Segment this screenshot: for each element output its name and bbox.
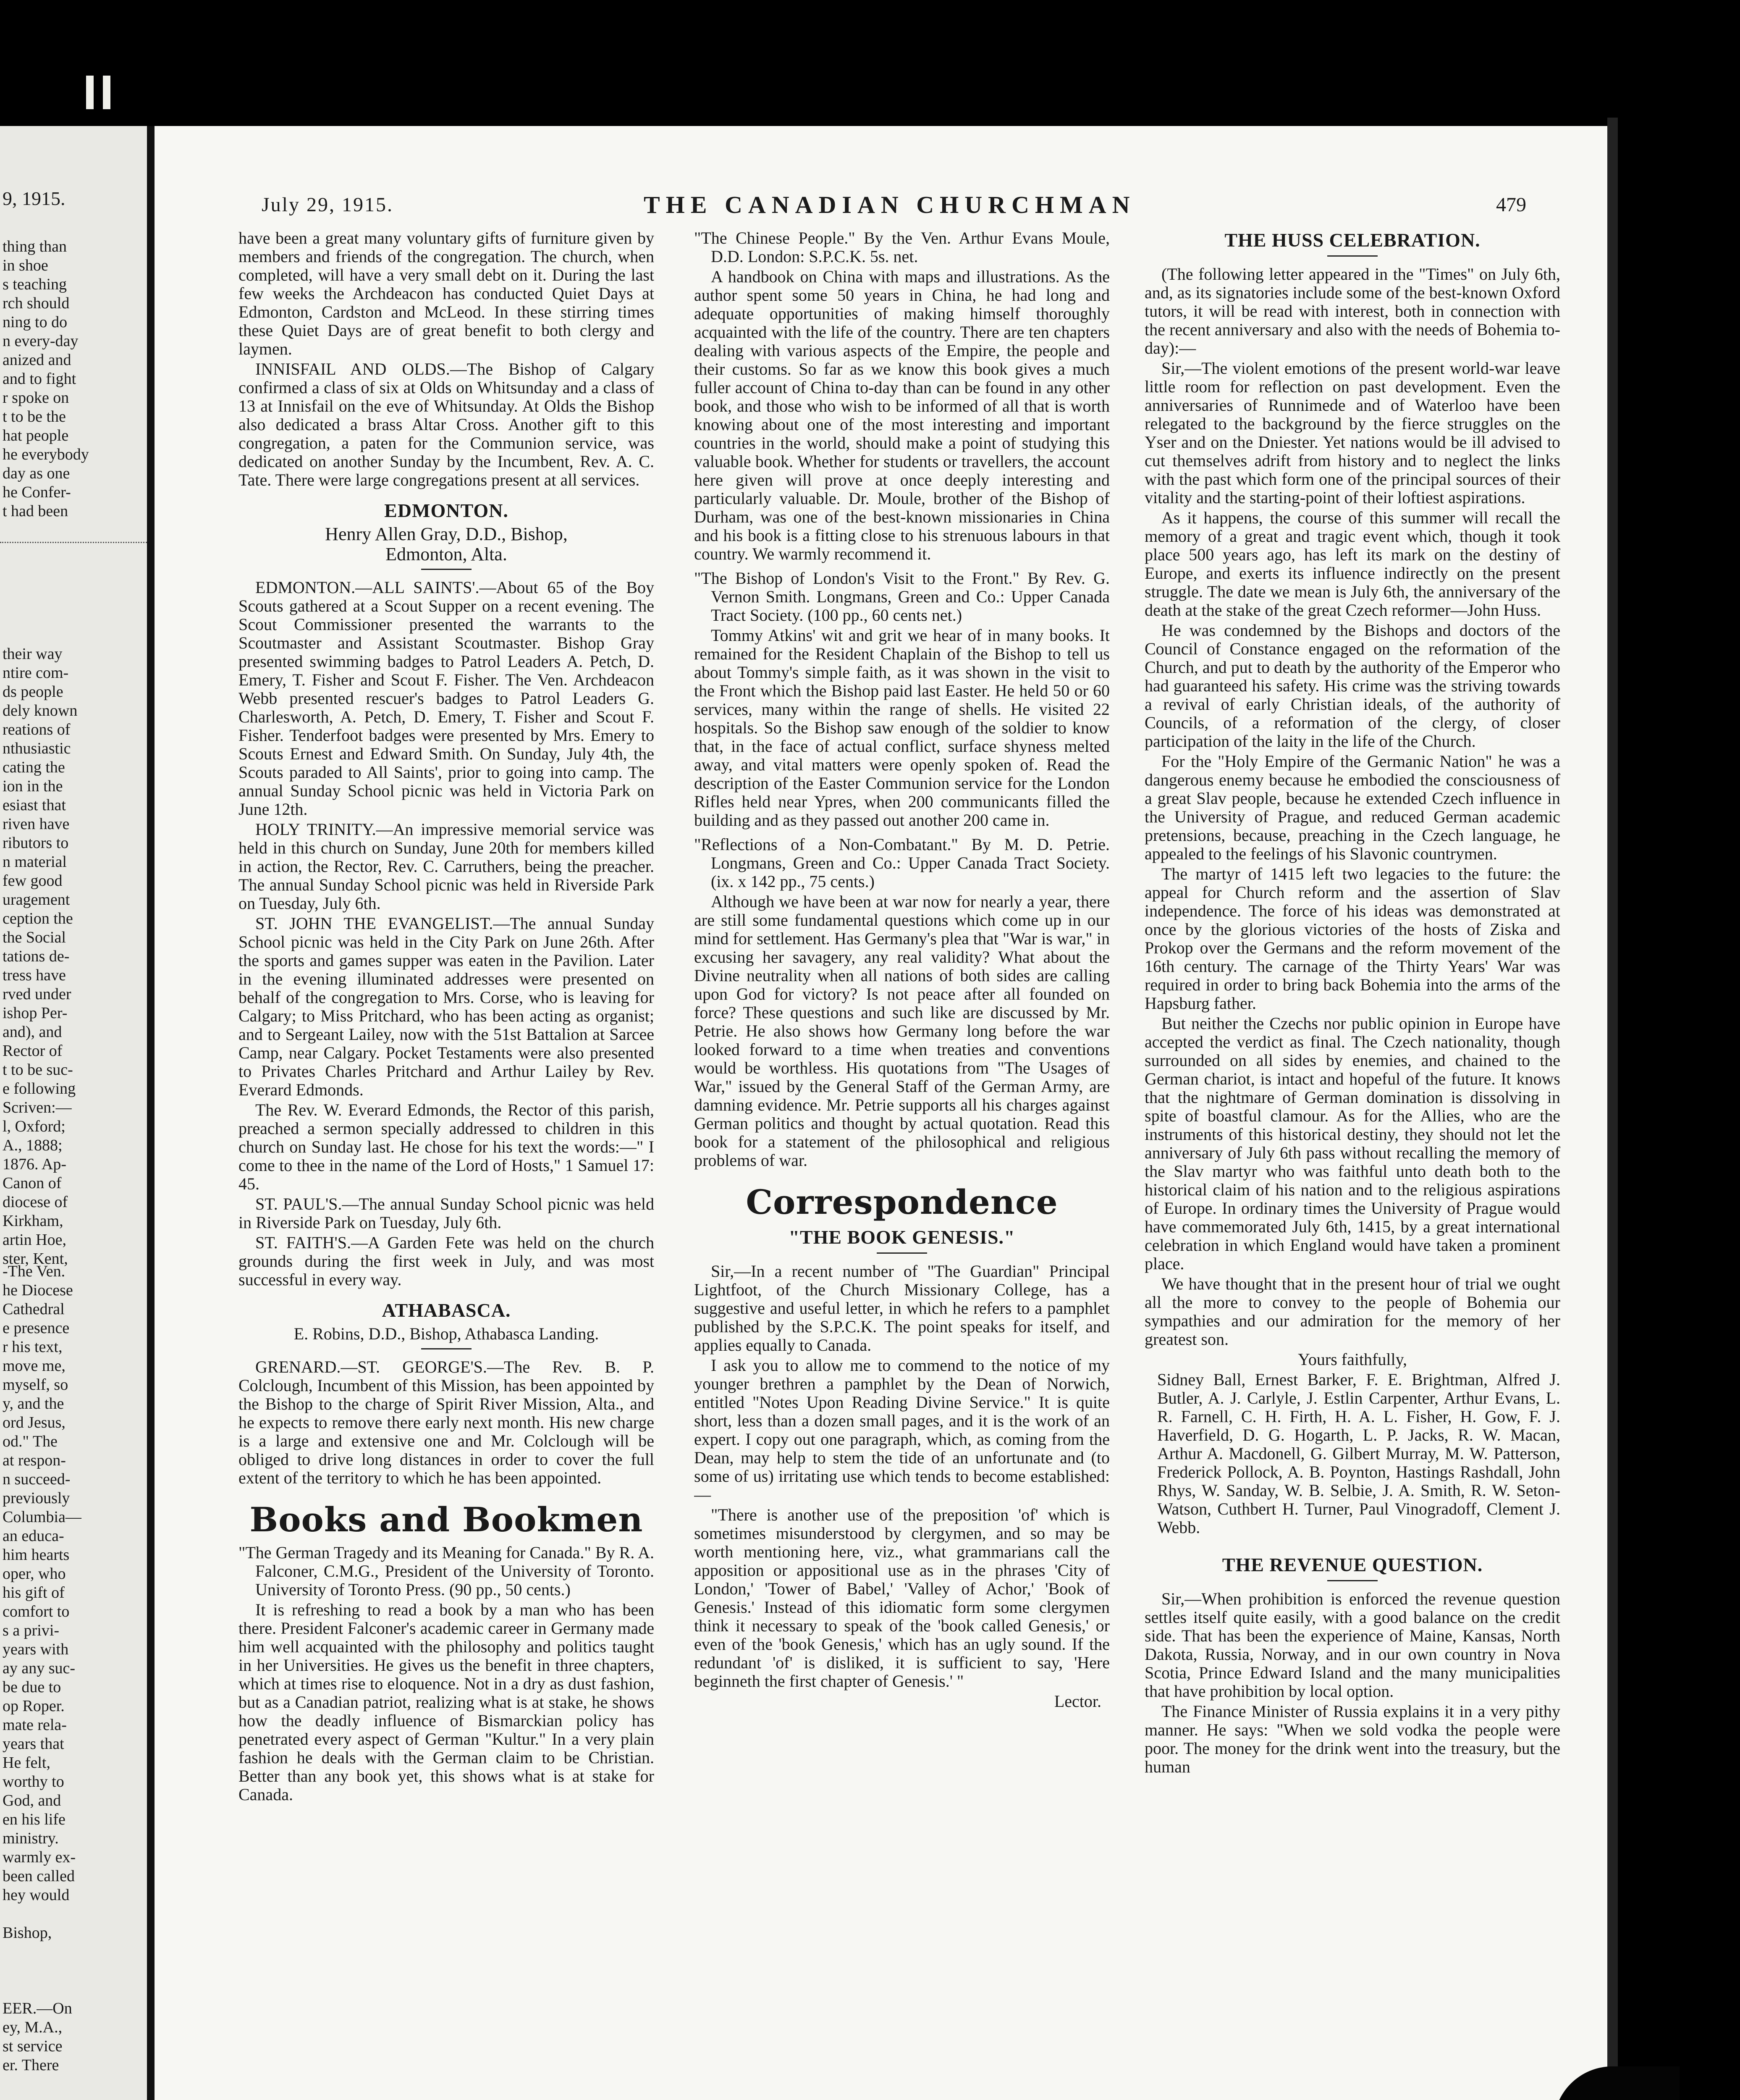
adjacent-text-line: ntire com- <box>3 664 69 682</box>
adjacent-text-line: he Confer- <box>3 483 71 501</box>
adjacent-text-line: ord Jesus, <box>3 1414 66 1431</box>
adjacent-text-line: od." The <box>3 1433 58 1450</box>
adjacent-text-line: Canon of <box>3 1174 62 1192</box>
adjacent-text-block <box>0 1999 72 2075</box>
header-date: July 29, 1915. <box>262 194 394 216</box>
column-3 <box>1145 229 1560 2100</box>
letter-paragraph: Sir,—The violent emotions of the present world-war leave little room for reflection on past development. Even the anniversaries of Runnimede and of Waterloo have been relegated to the background by the fierce struggles on the Yser and on the Dniester. Yet nations would be ill advised to cut themselves adrift from history and to neglect the links with the past which form one of the principal sources of their vitality and the starting-point of their loftiest aspirations. <box>1145 359 1560 507</box>
page-edge-shadow <box>1607 118 1618 2100</box>
letter-paragraph: Sir,—In a recent number of "The Guardian" Principal Lightfoot, of the Church Missionary College, has a suggestive and useful letter, in which he refers to a pamphlet published by the S.P.C.K. The point speaks for itself, and applies equally to Canada. <box>694 1262 1110 1354</box>
adjacent-text-block <box>0 1262 81 1905</box>
adjacent-text-line: tations de- <box>3 948 70 965</box>
adjacent-text-line: ning to do <box>3 313 68 331</box>
adjacent-text-line: ministry. <box>3 1830 59 1847</box>
adjacent-text-line: day as one <box>3 465 70 482</box>
letter-paragraph: The martyr of 1415 left two legacies to the future: the appeal for Church reform and the assertion of Slav independence. The force of his ideas was demonstrated at once by the glorious victories of the hosts of Ziska and Prokop over the Germans and the reform movement of the 16th century. The carnage of the Thirty Years' War was required in order to bring back Bohemia into the arms of the Hapsburg father. <box>1145 864 1560 1013</box>
adjacent-text-line: nthusiastic <box>3 740 71 757</box>
article-paragraph: A handbook on China with maps and illustrations. As the author spent some 50 years in China, he had long and adequate opportunities of making himself thoroughly acquainted with the life of the country. There are ten chapters dealing with various aspects of the Empire, the people and their customs. So far as we know this book gives a much fuller account of China to-day than can be found in any other book, and those who wish to be informed of all that is worth knowing about one of the most interesting and important countries in the world, should make a point of studying this valuable book. Whether for students or travellers, the account here given will prove at once deeply interesting and particularly valuable. Dr. Moule, brother of the Bishop of Durham, was one of the best-known missionaries in China and his book is a fitting close to his strenuous labours in that country. We warmly recommend it. <box>694 267 1110 563</box>
article-paragraph: ST. JOHN THE EVANGELIST.—The annual Sunday School picnic was held in the City Park on June 26th. After the sports and games supper was eaten in the Pavilion. Later in the evening illuminated addresses were presented on behalf of the congregation to Mrs. Corse, who is leaving for Calgary; to Miss Pritchard, who has been acting as organist; and to Sergeant Lailey, now with the 51st Battalion at Sarcee Camp, near Calgary. Pocket Testaments were also presented to Privates Charles Pritchard and Arthur Lailey by Rev. Everard Edmonds. <box>238 914 654 1099</box>
adjacent-text-line: -The Ven. <box>3 1263 66 1280</box>
adjacent-text-line: ay any suc- <box>3 1659 76 1677</box>
page-gutter <box>147 126 155 2100</box>
letter-paragraph: We have thought that in the present hour of trial we ought all the more to convey to the people of Bohemia our sympathies and our admiration for the memory of her greatest son. <box>1145 1274 1560 1349</box>
letter-paragraph: For the "Holy Empire of the Germanic Nation" he was a dangerous enemy because he embodied the consciousness of a great Slav people, because he extended Czech influence in the University of Prague, and reduced German academic pretensions, because, preaching in the Czech language, he appealed to the feelings of his Slavonic countrymen. <box>1145 752 1560 863</box>
adjacent-text-line: God, and <box>3 1792 61 1809</box>
adjacent-text-line: y, and the <box>3 1395 64 1412</box>
adjacent-text-line: ion in the <box>3 777 63 795</box>
adjacent-text-line: in shoe <box>3 257 48 274</box>
divider <box>1327 255 1378 257</box>
adjacent-text-line: his gift of <box>3 1584 65 1601</box>
adjacent-text-line: comfort to <box>3 1603 70 1620</box>
film-mark-top-1 <box>86 76 94 109</box>
adjacent-text-line: n every-day <box>3 332 79 350</box>
adjacent-text-line: er. There <box>3 2056 59 2074</box>
adjacent-text-line: riven have <box>3 815 70 833</box>
adjacent-text-line: been called <box>3 1867 75 1885</box>
adjacent-text-line: Kirkham, <box>3 1212 63 1230</box>
adjacent-text-line: t to be suc- <box>3 1061 73 1079</box>
letter-paragraph: I ask you to allow me to commend to the notice of my younger brethren a pamphlet by the Dean of Norwich, entitled "Notes Upon Reading Divine Service." It is quite short, less than a dozen small pages, and it is the work of an expert. I copy out one paragraph, which, as coming from the Dean, may help to stem the tide of an unfortunate and (to some of us) irritating use which tends to become established:— <box>694 1356 1110 1504</box>
adjacent-text-line: ception the <box>3 910 73 927</box>
adjacent-text-line: warmly ex- <box>3 1848 76 1866</box>
divider <box>877 1252 927 1254</box>
letter-paragraph: As it happens, the course of this summer will recall the memory of a great and tragic event which, though it took place 500 years ago, has left its mark on the destiny of Europe, and exerts its influence indirectly on the present struggle. The date we mean is July 6th, the anniversary of the death at the stake of the great Czech reformer—John Huss. <box>1145 508 1560 620</box>
adjacent-text-line: ster, Kent, <box>3 1250 68 1268</box>
adjacent-text-line: tress have <box>3 966 66 984</box>
adjacent-text-line: years with <box>3 1641 69 1658</box>
signatories-list: Sidney Ball, Ernest Barker, F. E. Brightman, Alfred J. Butler, A. J. Carlyle, J. Estlin Carpenter, Arthur Evans, L. R. Farnell, C. H. Firth, H. A. L. Fisher, H. Gow, F. J. Haverfield, D. G. Hogarth, L. P. Jacks, R. W. Macan, Arthur A. Macdonell, G. Gilbert Murray, M. W. Patterson, Frederick Pollock, A. B. Poynton, Hastings Rashdall, John Rhys, W. Sanday, W. B. Selbie, J. A. Smith, R. W. Seton-Watson, Cuthbert H. Turner, Paul Vinogradoff, Clement J. Webb. <box>1157 1370 1560 1537</box>
section-subheading: Edmonton, Alta. <box>385 544 507 564</box>
adjacent-text-line: e following <box>3 1080 76 1097</box>
letter-closing: Yours faithfully, <box>1297 1350 1407 1369</box>
adjacent-text-line: cating the <box>3 759 65 776</box>
adjacent-text-line: their way <box>3 645 63 663</box>
article-paragraph: Tommy Atkins' wit and grit we hear of in many books. It remained for the Resident Chaplain of the Bishop to tell us about Tommy's simple faith, as it was shown in the visit to the Front which the Bishop paid last Easter. He held 50 or 60 services, many within the range of shells. He visited 22 hospitals. So the Bishop saw enough of the soldier to know that, in the face of actual conflict, surface shyness melted away, and vital matters were openly spoken of. Read the description of the Easter Communion service for the London Rifles held near Ypres, when 200 communicants filled the building and as they passed out another 200 came in. <box>694 626 1110 830</box>
adjacent-text-line: years that <box>3 1735 64 1753</box>
correspondence-heading: Correspondence <box>746 1182 1058 1222</box>
section-heading: "THE BOOK GENESIS." <box>789 1226 1015 1248</box>
adjacent-text-line: s teaching <box>3 276 67 293</box>
adjacent-text-line: ributors to <box>3 834 69 852</box>
adjacent-text-line: A., 1888; <box>3 1137 63 1154</box>
adjacent-text-line: 1876. Ap- <box>3 1155 66 1173</box>
section-subheading: Henry Allen Gray, D.D., Bishop, <box>325 524 568 544</box>
adjacent-separator <box>0 542 147 547</box>
section-heading: THE REVENUE QUESTION. <box>1222 1554 1483 1575</box>
adjacent-text-line: myself, so <box>3 1376 68 1394</box>
adjacent-text-line: mate rela- <box>3 1716 67 1734</box>
book-reference: "The German Tragedy and its Meaning for Canada." By R. A. Falconer, C.M.G., President of the University of Toronto. University of Toronto Press. (90 pp., 50 cents.) <box>238 1543 654 1599</box>
adjacent-text-line: Rector of <box>3 1042 63 1060</box>
divider <box>421 569 472 570</box>
adjacent-text-line: r spoke on <box>3 389 69 407</box>
adjacent-text-line: and to fight <box>3 370 76 388</box>
divider <box>421 1348 472 1349</box>
section-heading: ATHABASCA. <box>382 1299 511 1321</box>
adjacent-text-line: reations of <box>3 721 71 738</box>
letter-paragraph: But neither the Czechs nor public opinion in Europe have accepted the verdict as final. The Czech nationality, though surrounded on all sides by enemies, and chained to the German chariot, is intact and hopeful of the future. It knows that the nightmare of German domination is dissolving in spite of boastful clamour. As for the Allies, who are the instruments of this historical destiny, they should not let the anniversary of July 6th pass without recalling the memory of the Slav martyr who was faithful unto death both to the historical claim of his nation and to the religious aspirations of Europe. In ordinary times the University of Prague would have commemorated July 6th, 1415, by a great international celebration in which England would have taken a prominent place. <box>1145 1014 1560 1273</box>
page-header <box>155 193 1607 218</box>
article-paragraph: EDMONTON.—ALL SAINTS'.—About 65 of the Boy Scouts gathered at a Scout Supper on a recent evening. The Scout Commissioner presented the warrants to the Scoutmaster and Assistant Scoutmaster. Bishop Gray presented swimming badges to Patrol Leaders A. Petch, D. Emery, T. Fisher and Scout F. Fisher. The Ven. Archdeacon Webb presented rescuer's badges to Patrol Leaders G. Charlesworth, A. Petch, D. Emery, T. Fisher and Scout F. Fisher. Tenderfoot badges were presented by Mrs. Emery to Scouts Ernest and Edward Smith. On Sunday, July 4th, the Scouts paraded to All Saints', prior to going into camp. The annual Sunday School picnic was held in Victoria Park on June 12th. <box>238 578 654 819</box>
adjacent-text-line: diocese of <box>3 1193 68 1211</box>
adjacent-text-line: move me, <box>3 1357 66 1375</box>
book-reference: "The Chinese People." By the Ven. Arthur Evans Moule, D.D. London: S.P.C.K. 5s. net. <box>694 229 1110 266</box>
article-paragraph: have been a great many voluntary gifts of furniture given by members and friends of the congregation. The church, when completed, will have a very small debt on it. During the last few weeks the Archdeacon has conducted Quiet Days at Edmonton, Cardston and McLeod. In these stirring times these Quiet Days are of great benefit to both clergy and laymen. <box>238 229 654 358</box>
adjacent-text-line: r his text, <box>3 1338 63 1356</box>
letter-paragraph: Sir,—When prohibition is enforced the revenue question settles itself quite easily, with a good balance on the credit side. That has been the experience of Maine, Kansas, North Dakota, Russia, Norway, and in our own country in Nova Scotia, Prince Edward Island and the many municipalities that have prohibition by local option. <box>1145 1589 1560 1701</box>
article-paragraph: GRENARD.—ST. GEORGE'S.—The Rev. B. P. Colclough, Incumbent of this Mission, has been appointed by the Bishop to the charge of Spirit River Mission, Alta., and he expects to remove there early next month. His new charge is a large and extensive one and Mr. Colclough will be obliged to drive long distances in order to cover the full extent of the territory to which he has been appointed. <box>238 1357 654 1487</box>
letter-signature: Lector. <box>1054 1692 1101 1711</box>
newspaper-page <box>155 126 1607 2100</box>
adjacent-text-block <box>0 1924 52 1942</box>
adjacent-text-line: ishop Per- <box>3 1004 68 1022</box>
adjacent-text-line: op Roper. <box>3 1697 65 1715</box>
adjacent-text-line: anized and <box>3 351 71 369</box>
adjacent-text-line: worthy to <box>3 1773 64 1790</box>
adjacent-text-line: him hearts <box>3 1546 70 1564</box>
article-paragraph: HOLY TRINITY.—An impressive memorial service was held in this church on Sunday, June 20th for members killed in action, the Rector, Rev. C. Carruthers, being the preacher. The annual Sunday School picnic was held in Riverside Park on Tuesday, July 6th. <box>238 820 654 913</box>
letter-paragraph: (The following letter appeared in the "Times" on July 6th, and, as its signatories include some of the best-known Oxford tutors, it will be read with interest, both in connection with the recent anniversary and also with the needs of Bohemia to-day):— <box>1145 265 1560 357</box>
adjacent-text-line: en his life <box>3 1811 66 1828</box>
adjacent-page-fragment <box>0 126 147 2100</box>
adjacent-text-line: hat people <box>3 427 69 444</box>
article-paragraph: It is refreshing to read a book by a man who has been there. President Falconer's academic career in Germany made him well acquainted with the philosophy and politics taught in her Universities. He gives us the benefit in three chapters, which at times rise to eloquence. Not in a dry as dust fashion, but as a Canadian patriot, realizing what is at stake, he shows how the deadly influence of Bismarckian policy has penetrated every aspect of German "Kultur." In a very plain fashion he deals with the German claim to be Christian. Better than any book yet, this shows what is at stake for Canada. <box>238 1600 654 1804</box>
section-heading: THE HUSS CELEBRATION. <box>1224 229 1481 251</box>
article-paragraph: ST. PAUL'S.—The annual Sunday School picnic was held in Riverside Park on Tuesday, July 6th. <box>238 1194 654 1232</box>
adjacent-text-line: ey, M.A., <box>3 2019 63 2036</box>
adjacent-text-line: he everybody <box>3 446 89 463</box>
adjacent-text-block <box>0 237 89 521</box>
adjacent-text-line: at respon- <box>3 1452 66 1469</box>
adjacent-text-line: Scriven:— <box>3 1099 72 1116</box>
divider <box>1327 1580 1378 1581</box>
adjacent-text-line: Cathedral <box>3 1300 65 1318</box>
column-2 <box>694 229 1110 2100</box>
letter-paragraph: He was condemned by the Bishops and doctors of the Council of Constance engaged on the reformation of the Church, and put to death by the authority of the Emperor who had guaranteed his safety. His crime was the striving towards a revival of early Christian ideals, of the authority of Councils, of a reformation of the clergy, of closer participation of the laity in the life of the Church. <box>1145 621 1560 751</box>
adjacent-text-block <box>0 645 77 1268</box>
header-title: THE CANADIAN CHURCHMAN <box>644 191 1136 218</box>
adjacent-text-line: rved under <box>3 985 71 1003</box>
adjacent-text-line: and), and <box>3 1023 62 1041</box>
page-number: 479 <box>1496 194 1526 216</box>
column-1 <box>238 229 654 2100</box>
adjacent-text-line: ds people <box>3 683 63 701</box>
adjacent-text-line: He felt, <box>3 1754 50 1772</box>
adjacent-text-line: t to be the <box>3 408 66 425</box>
adjacent-text-line: he Diocese <box>3 1281 73 1299</box>
adjacent-text-line: Columbia— <box>3 1508 81 1526</box>
article-paragraph: INNISFAIL AND OLDS.—The Bishop of Calgary confirmed a class of six at Olds on Whitsunday and a class of 13 at Innisfail on the eve of Whitsunday. At Olds the Bishop also dedicated a brass Altar Cross. Another gift to this congregation, a paten for the Communion service, was dedicated on another Sunday by the Incumbent, Rev. A. C. Tate. There were large congregations present at all services. <box>238 360 654 489</box>
adjacent-text-line: dely known <box>3 702 78 719</box>
adjacent-text-line: the Social <box>3 929 66 946</box>
adjacent-text-line: s a privi- <box>3 1622 60 1639</box>
adjacent-text-line: n succeed- <box>3 1470 71 1488</box>
book-reference: "Reflections of a Non-Combatant." By M. D. Petrie. Longmans, Green and Co.: Upper Canada Tract Society. (ix. x 142 pp., 75 cents.) <box>694 835 1110 891</box>
section-subheading: E. Robins, D.D., Bishop, Athabasca Landing. <box>293 1324 599 1343</box>
adjacent-text-line: oper, who <box>3 1565 66 1583</box>
adjacent-text-line: t had been <box>3 502 68 520</box>
adjacent-text-line: n material <box>3 853 67 871</box>
adjacent-page-header: 9, 1915. <box>3 188 66 209</box>
books-and-bookmen-heading: Books and Bookmen <box>249 1500 643 1539</box>
article-paragraph: ST. FAITH'S.—A Garden Fete was held on the church grounds during the first week in July, and was most successful in every way. <box>238 1233 654 1289</box>
adjacent-text-line: be due to <box>3 1678 61 1696</box>
adjacent-text-line: an educa- <box>3 1527 64 1545</box>
adjacent-text-line: e presence <box>3 1319 70 1337</box>
adjacent-text-line: esiast that <box>3 796 66 814</box>
adjacent-text-line: hey would <box>3 1886 70 1904</box>
book-reference: "The Bishop of London's Visit to the Front." By Rev. G. Vernon Smith. Longmans, Green and Co.: Upper Canada Tract Society. (100 pp., 60 cents net.) <box>694 569 1110 625</box>
adjacent-text-line: Bishop, <box>3 1924 52 1942</box>
article-paragraph: The Rev. W. Everard Edmonds, the Rector of this parish, preached a sermon specially addressed to children in this church on Sunday last. He chose for his text the words:—" I come to thee in the name of the Lord of Hosts," 1 Samuel 17: 45. <box>238 1100 654 1193</box>
letter-paragraph: "There is another use of the preposition 'of' which is sometimes misunderstood by clergymen, and so may be worth mentioning here, viz., what grammarians call the apposition or appositional use as in the phrases 'City of London,' 'Tower of Babel,' 'Valley of Achor,' 'Book of Genesis.' Instead of this idiomatic form some clergymen think it necessary to speak of the 'book called Genesis,' or even of the 'book Genesis,' which has an ugly sound. If the redundant 'of' is disliked, it is sufficient to say, 'Here beginneth the first chapter of Genesis.' " <box>694 1505 1110 1690</box>
letter-paragraph: The Finance Minister of Russia explains it in a very pithy manner. He says: "When we sold vodka the people were poor. The money for the drink went into the treasury, but the human <box>1145 1702 1560 1776</box>
adjacent-text-line: EER.—On <box>3 2000 72 2017</box>
adjacent-text-line: few good <box>3 872 63 890</box>
adjacent-text-line: artin Hoe, <box>3 1231 66 1249</box>
adjacent-text-line: thing than <box>3 238 67 255</box>
adjacent-text-line: st service <box>3 2037 63 2055</box>
article-paragraph: Although we have been at war now for nearly a year, there are still some fundamental questions which come up in our mind for settlement. Has Germany's plea that "War is war," in excusing her savagery, any real validity? What about the Divine neutrality when all nations of both sides are calling upon God for victory? Is not peace after all founded on force? These questions and such like are discussed by Mr. Petrie. He also shows how Germany long before the war looked forward to a time when treaties and conventions would be worthless. His quotations from "The Usages of War," issued by the General Staff of the German Army, are damning evidence. Mr. Petrie supports all his charges against German politics and thought by actual quotation. Read this book for a statement of the philosophical and religious problems of war. <box>694 892 1110 1170</box>
adjacent-text-line: previously <box>3 1489 70 1507</box>
adjacent-text-line: uragement <box>3 891 70 908</box>
section-heading: EDMONTON. <box>384 500 508 521</box>
adjacent-text-line: l, Oxford; <box>3 1118 66 1135</box>
film-mark-top-2 <box>103 76 110 109</box>
adjacent-text-line: rch should <box>3 294 70 312</box>
